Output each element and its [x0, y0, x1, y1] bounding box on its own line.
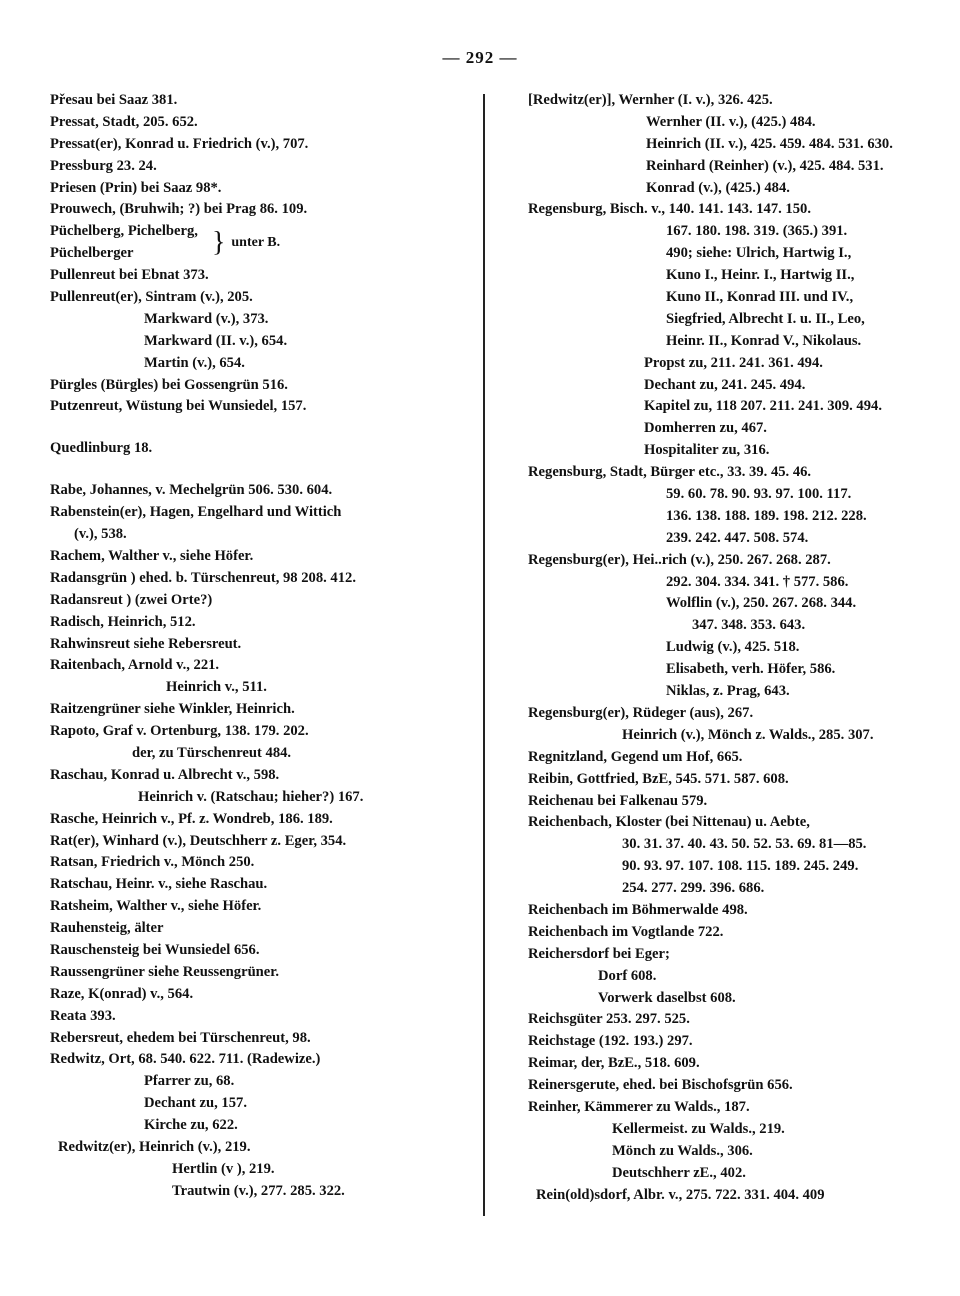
index-entry: Redwitz, Ort, 68. 540. 622. 711. (Radewize.) — [50, 1051, 321, 1068]
index-entry: Quedlinburg 18. — [50, 440, 153, 457]
index-entry: Reibin, Gottfried, BzE, 545. 571. 587. 608. — [528, 770, 789, 787]
index-entry: Reichenbach im Vogtlande 722. — [528, 923, 724, 940]
column-divider — [483, 94, 485, 1216]
index-subentry: Ludwig (v.), 425. 518. — [666, 639, 800, 656]
index-subentry: Kapitel zu, 118 207. 211. 241. 309. 494. — [644, 398, 882, 415]
index-entry: Püchelberg, Pichelberg, — [50, 223, 198, 240]
index-entry: Rauschensteig bei Wunsiedel 656. — [50, 941, 260, 958]
index-entry: Rahwinsreut siehe Rebersreut. — [50, 635, 242, 652]
index-subentry: Kuno II., Konrad III. und IV., — [666, 289, 854, 306]
index-column-left — [50, 90, 480, 1203]
index-subentry: Hospitaliter zu, 316. — [644, 442, 770, 459]
index-entry: Rabenstein(er), Hagen, Engelhard und Wittich — [50, 504, 342, 521]
index-subentry: Kuno I., Heinr. I., Hartwig II., — [666, 267, 855, 284]
index-entry: Pullenreut(er), Sintram (v.), 205. — [50, 289, 253, 306]
index-subentry: Heinrich (v.), Mönch z. Walds., 285. 307. — [622, 726, 874, 743]
index-entry: Reichstage (192. 193.) 297. — [528, 1033, 693, 1050]
index-subentry: Konrad (v.), (425.) 484. — [646, 179, 790, 196]
index-entry: Regensburg, Stadt, Bürger etc., 33. 39. 45. 46. — [528, 464, 812, 481]
index-entry-group — [50, 221, 480, 265]
index-entry: Pullenreut bei Ebnat 373. — [50, 267, 209, 284]
index-subentry: Martin (v.), 654. — [144, 354, 245, 371]
index-entry: Pressat, Stadt, 205. 652. — [50, 113, 198, 130]
page-number: — 292 — — [442, 48, 518, 67]
index-subentry: Mönch zu Walds., 306. — [612, 1142, 753, 1159]
index-entry: Pressat(er), Konrad u. Friedrich (v.), 707. — [50, 135, 309, 152]
index-subentry: 90. 93. 97. 107. 108. 115. 189. 245. 249. — [622, 858, 859, 875]
index-entry: Rabe, Johannes, v. Mechelgrün 506. 530. 604. — [50, 482, 333, 499]
index-entry: Reichersdorf bei Eger; — [528, 945, 670, 962]
index-entry: Radisch, Heinrich, 512. — [50, 613, 196, 630]
index-entry: Přesau bei Saaz 381. — [50, 92, 178, 108]
index-entry: Rasche, Heinrich v., Pf. z. Wondreb, 186. 189. — [50, 810, 333, 827]
index-column-right — [528, 90, 938, 1206]
index-subentry: 239. 242. 447. 508. 574. — [666, 529, 809, 546]
index-subentry: 254. 277. 299. 396. 686. — [622, 880, 765, 897]
index-entry: Regensburg, Bisch. v., 140. 141. 143. 147. 150. — [528, 201, 811, 218]
index-entry: Pürgles (Bürgles) bei Gossengrün 516. — [50, 376, 288, 393]
index-subentry: Kirche zu, 622. — [144, 1117, 238, 1134]
index-entry: Reichenau bei Falkenau 579. — [528, 792, 708, 809]
index-entry: Rauhensteig, älter — [50, 920, 164, 937]
index-subentry: Pfarrer zu, 68. — [144, 1073, 235, 1090]
index-entry: Reinher, Kämmerer zu Walds., 187. — [528, 1098, 750, 1115]
index-subentry: Vorwerk daselbst 608. — [598, 989, 736, 1006]
index-entry: Regensburg(er), Hei..rich (v.), 250. 267. 268. 287. — [528, 551, 831, 568]
index-subentry: Redwitz(er), Heinrich (v.), 219. — [58, 1138, 251, 1155]
index-entry: Rapoto, Graf v. Ortenburg, 138. 179. 202. — [50, 723, 309, 740]
index-entry: Priesen (Prin) bei Saaz 98*. — [50, 179, 222, 196]
index-subentry: Wernher (II. v.), (425.) 484. — [646, 113, 816, 130]
index-subentry: Rein(old)sdorf, Albr. v., 275. 722. 331. 404. 409 — [536, 1186, 825, 1203]
index-subentry: Niklas, z. Prag, 643. — [666, 683, 790, 700]
index-entry: Reichenbach, Kloster (bei Nittenau) u. Aebte, — [528, 814, 810, 831]
index-subentry: Hertlin (v ), 219. — [172, 1160, 275, 1177]
index-subentry: Heinrich v., 511. — [166, 679, 267, 696]
index-subentry: Trautwin (v.), 277. 285. 322. — [172, 1182, 345, 1199]
index-entry: Raitzengrüner siehe Winkler, Heinrich. — [50, 701, 295, 718]
index-subentry: Dorf 608. — [598, 967, 657, 984]
index-subentry: der, zu Türschenreut 484. — [132, 744, 292, 761]
index-subentry: Siegfried, Albrecht I. u. II., Leo, — [666, 310, 865, 327]
index-entry: Püchelberger — [50, 245, 134, 262]
index-entry: Rat(er), Winhard (v.), Deutschherr z. Eger, 354. — [50, 832, 347, 849]
index-entry: Ratsan, Friedrich v., Mönch 250. — [50, 854, 255, 871]
index-subentry: Markward (v.), 373. — [144, 310, 269, 327]
index-subentry: Dechant zu, 157. — [144, 1095, 247, 1112]
index-subentry: Heinrich (II. v.), 425. 459. 484. 531. 630. — [646, 135, 893, 152]
index-subentry: Kellermeist. zu Walds., 219. — [612, 1120, 785, 1137]
index-entry: Reinersgerute, ehed. bei Bischofsgrün 656. — [528, 1077, 793, 1094]
index-subentry: Heinrich v. (Ratschau; hieher?) 167. — [138, 788, 364, 805]
index-subentry: Markward (II. v.), 654. — [144, 332, 288, 349]
index-subentry: 490; siehe: Ulrich, Hartwig I., — [666, 245, 852, 262]
index-subentry: 59. 60. 78. 90. 93. 97. 100. 117. — [666, 486, 852, 503]
index-entry: Raze, K(onrad) v., 564. — [50, 985, 194, 1002]
index-subentry: Heinr. II., Konrad V., Nikolaus. — [666, 332, 862, 349]
index-subentry: (v.), 538. — [74, 526, 127, 543]
brace-note: unter B. — [231, 235, 281, 251]
index-subentry: Domherren zu, 467. — [644, 420, 767, 437]
index-entry: Regensburg(er), Rüdeger (aus), 267. — [528, 704, 754, 721]
index-entry: Raussengrüner siehe Reussengrüner. — [50, 963, 280, 980]
index-subentry: Propst zu, 211. 241. 361. 494. — [644, 354, 823, 371]
index-entry: Reichsgüter 253. 297. 525. — [528, 1011, 690, 1028]
index-entry: [Redwitz(er)], Wernher (I. v.), 326. 425. — [528, 92, 773, 108]
index-entry: Pressburg 23. 24. — [50, 157, 157, 174]
index-entry: Prouwech, (Bruhwih; ?) bei Prag 86. 109. — [50, 201, 308, 218]
index-subentry: 30. 31. 37. 40. 43. 50. 52. 53. 69. 81—85. — [622, 836, 867, 853]
index-entry: Rachem, Walther v., siehe Höfer. — [50, 547, 254, 564]
index-subentry: 292. 304. 334. 341. † 577. 586. — [666, 573, 849, 590]
index-subentry: 347. 348. 353. 643. — [692, 617, 806, 634]
index-entry: Putzenreut, Wüstung bei Wunsiedel, 157. — [50, 398, 307, 415]
index-entry: Radansgrün ) ehed. b. Türschenreut, 98 208. 412. — [50, 569, 356, 586]
index-entry: Ratschau, Heinr. v., siehe Raschau. — [50, 876, 268, 893]
index-subentry: Wolflin (v.), 250. 267. 268. 344. — [666, 595, 857, 612]
index-entry: Reichenbach im Böhmerwalde 498. — [528, 901, 748, 918]
index-entry: Reata 393. — [50, 1007, 116, 1024]
index-entry: Raitenbach, Arnold v., 221. — [50, 657, 220, 674]
index-entry: Ratsheim, Walther v., siehe Höfer. — [50, 898, 262, 915]
index-subentry: Dechant zu, 241. 245. 494. — [644, 376, 806, 393]
index-subentry: Deutschherr zE., 402. — [612, 1164, 746, 1181]
index-subentry: Reinhard (Reinher) (v.), 425. 484. 531. — [646, 157, 884, 174]
index-entry: Regnitzland, Gegend um Hof, 665. — [528, 748, 743, 765]
brace-mark: } — [211, 227, 226, 259]
index-entry: Reimar, der, BzE., 518. 609. — [528, 1055, 700, 1072]
index-entry: Raschau, Konrad u. Albrecht v., 598. — [50, 766, 280, 783]
index-subentry: 167. 180. 198. 319. (365.) 391. — [666, 223, 848, 240]
index-subentry: Elisabeth, verh. Höfer, 586. — [666, 661, 836, 678]
index-entry: Rebersreut, ehedem bei Türschenreut, 98. — [50, 1029, 311, 1046]
index-entry: Radansreut ) (zwei Orte?) — [50, 591, 213, 608]
index-subentry: 136. 138. 188. 189. 198. 212. 228. — [666, 507, 867, 524]
